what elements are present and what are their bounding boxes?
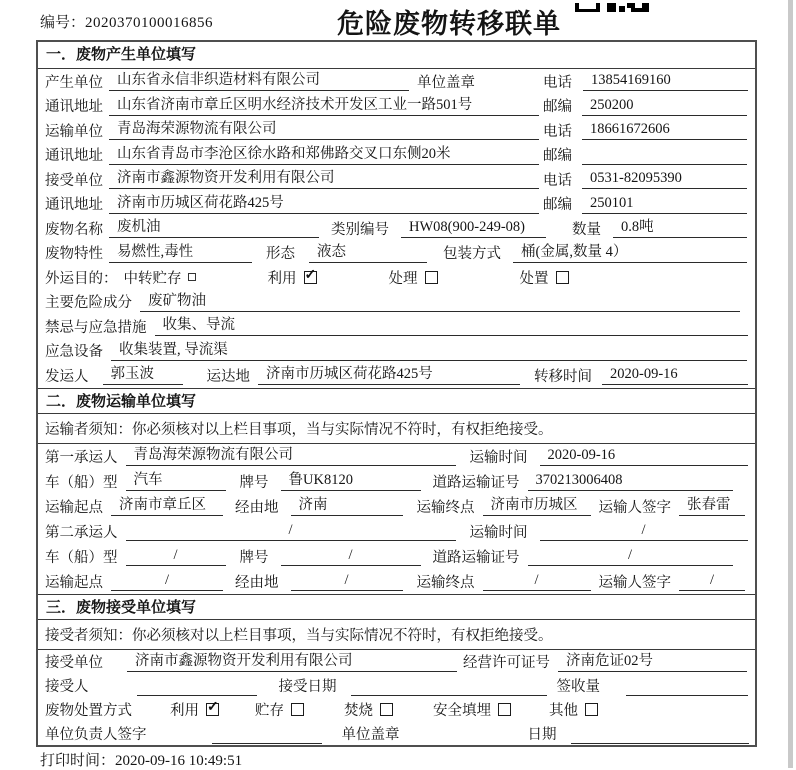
- unchecked-checkbox: [188, 273, 196, 281]
- checkbox-option: [268, 267, 317, 288]
- doc-number-value: 2020370100016856: [85, 15, 214, 31]
- field-label: 数量: [572, 221, 601, 238]
- field-label: 接受人: [45, 679, 89, 695]
- form-row: [38, 519, 755, 544]
- field-label: 邮编: [543, 99, 572, 116]
- field-value: /: [126, 521, 456, 541]
- field-value: 青岛海荣源物流有限公司: [109, 120, 539, 140]
- form-row: [38, 414, 755, 444]
- checkbox-label: 利用: [170, 703, 199, 719]
- checked-checkbox: [304, 271, 317, 284]
- section-header: 一．废物产生单位填写: [38, 42, 755, 69]
- checkbox-option: [389, 267, 438, 288]
- field-value: 山东省青岛市李沧区徐水路和郑佛路交叉口东侧20米: [109, 145, 539, 165]
- checkbox-label: 贮存: [255, 703, 284, 719]
- field-value: 济南市鑫源物资开发利用有限公司: [109, 169, 539, 189]
- unchecked-checkbox: [425, 271, 438, 284]
- field-value: 济南危证02号: [558, 652, 747, 672]
- field-label: 通讯地址: [45, 197, 103, 214]
- field-value: [351, 676, 547, 696]
- field-value: 济南市历城区荷花路425号: [258, 365, 520, 385]
- checkbox-label: 其他: [549, 703, 578, 719]
- field-value: 13854169160: [583, 71, 748, 91]
- field-label: 接受单位: [45, 655, 103, 671]
- field-label: 运输时间: [469, 524, 528, 541]
- field-label: 电话: [543, 172, 572, 189]
- field-label: 运输起点: [45, 499, 103, 516]
- field-value: 汽车: [126, 471, 226, 491]
- checkbox-option: [170, 699, 219, 720]
- field-label: 类别编号: [331, 221, 389, 238]
- field-label: 电话: [543, 123, 572, 140]
- field-label: 单位盖章: [341, 727, 400, 743]
- checkbox-label: 中转贮存: [123, 270, 182, 287]
- checkbox-option: [520, 267, 569, 288]
- form-row: [38, 143, 755, 168]
- field-label: 接受日期: [278, 679, 337, 695]
- checkbox-label: 焚烧: [344, 703, 373, 719]
- qr-code-fragment-icon: [575, 0, 649, 10]
- form-row: [38, 69, 755, 94]
- field-label: 接受单位: [45, 172, 103, 189]
- field-label: 运输人签字: [598, 574, 671, 591]
- field-value: 张春雷: [679, 496, 745, 516]
- unchecked-checkbox: [380, 703, 393, 716]
- field-value: /: [679, 571, 745, 591]
- checked-checkbox: [206, 703, 219, 716]
- field-value: 山东省济南市章丘区明水经济技术开发区工业一路501号: [109, 96, 539, 116]
- field-label: 运输人签字: [598, 499, 671, 516]
- field-label: 运输时间: [469, 449, 528, 466]
- field-value: 0.8吨: [613, 218, 747, 238]
- field-label: 牌号: [239, 474, 269, 491]
- field-label: 发运人: [45, 368, 89, 385]
- field-label: 外运目的：: [45, 270, 118, 287]
- field-label: 单位负责人签字: [45, 727, 147, 743]
- field-value: 济南市历城区: [483, 496, 591, 516]
- form-row: [38, 444, 755, 469]
- field-value: 青岛海荣源物流有限公司: [126, 446, 456, 466]
- field-value: [626, 676, 748, 696]
- checkbox-option: [549, 699, 598, 720]
- field-label: 转移时间: [534, 368, 592, 385]
- form-row: [38, 314, 755, 339]
- field-label: 车（船）型: [45, 549, 118, 566]
- form-row: [38, 363, 755, 388]
- form-row: [38, 118, 755, 143]
- field-label: 主要危险成分: [45, 295, 132, 312]
- form-row: [38, 569, 755, 594]
- scrollbar-track[interactable]: [788, 0, 793, 768]
- field-label: 运输单位: [45, 123, 103, 140]
- field-label: 签收量: [556, 679, 600, 695]
- field-label: 运输起点: [45, 574, 103, 591]
- field-label: 通讯地址: [45, 99, 103, 116]
- field-value: 250101: [582, 194, 747, 214]
- doc-number-label: 编号：: [40, 15, 86, 31]
- field-label: 单位盖章: [417, 74, 475, 91]
- checkbox-label: 安全填埋: [433, 703, 491, 719]
- field-label: 废物处置方式: [45, 703, 132, 719]
- field-value: /: [291, 571, 403, 591]
- field-label: 牌号: [239, 549, 269, 566]
- print-time-label: 打印时间：: [40, 753, 116, 769]
- field-label: 邮编: [543, 148, 572, 165]
- field-value: 济南: [291, 496, 403, 516]
- form-row: [38, 167, 755, 192]
- form-row: [38, 544, 755, 569]
- page-title: 危险废物转移联单: [337, 9, 561, 39]
- notice-text: 接受者须知：你必须核对以上栏目事项，当与实际情况不符时，有权拒绝接受。: [45, 627, 553, 644]
- field-value: 鲁UK8120: [281, 471, 421, 491]
- print-time: [40, 749, 242, 770]
- field-value: /: [126, 546, 226, 566]
- field-value: [571, 724, 749, 744]
- field-label: 电话: [543, 74, 572, 91]
- field-value: /: [483, 571, 591, 591]
- checkbox-option: [344, 699, 393, 720]
- field-label: 废物特性: [45, 246, 103, 263]
- unchecked-checkbox: [585, 703, 598, 716]
- form-row: [38, 469, 755, 494]
- field-value: 18661672606: [582, 120, 747, 140]
- field-value: [212, 724, 322, 744]
- print-time-value: 2020-09-16 10:49:51: [115, 753, 243, 769]
- form-row: [38, 265, 755, 290]
- section-header: 三．废物接受单位填写: [38, 594, 755, 620]
- field-value: [137, 676, 257, 696]
- section-2: [38, 388, 755, 594]
- unchecked-checkbox: [291, 703, 304, 716]
- checkbox-option: [255, 699, 304, 720]
- field-label: 经由地: [235, 574, 279, 591]
- form-row: [38, 339, 755, 364]
- field-label: 运输终点: [416, 574, 475, 591]
- form-row: [38, 290, 755, 315]
- section-3: [38, 594, 755, 746]
- doc-number: [40, 11, 213, 32]
- form-row: [38, 94, 755, 119]
- field-value: 250200: [582, 96, 747, 116]
- form-row: [38, 674, 755, 698]
- field-label: 通讯地址: [45, 148, 103, 165]
- field-label: 产生单位: [45, 74, 103, 91]
- field-value: 液态: [309, 243, 427, 263]
- section-header: 二．废物运输单位填写: [38, 388, 755, 414]
- unchecked-checkbox: [498, 703, 511, 716]
- field-label: 禁忌与应急措施: [45, 319, 147, 336]
- field-value: 2020-09-16: [540, 446, 748, 466]
- field-label: 道路运输证号: [432, 474, 520, 491]
- form-row: [38, 494, 755, 519]
- section-1: [38, 42, 755, 388]
- field-value: /: [528, 546, 733, 566]
- field-label: 车（船）型: [45, 474, 118, 491]
- unchecked-checkbox: [556, 271, 569, 284]
- field-label: 应急设备: [45, 344, 103, 361]
- field-value: 济南市鑫源物资开发利用有限公司: [127, 652, 457, 672]
- field-label: 第二承运人: [45, 524, 118, 541]
- field-label: 日期: [527, 727, 557, 743]
- field-value: 0531-82095390: [582, 169, 747, 189]
- field-label: 废物名称: [45, 221, 103, 238]
- checkbox-label: 处理: [388, 270, 418, 287]
- field-label: 邮编: [543, 197, 572, 214]
- form-row: [38, 650, 755, 674]
- field-value: 桶(金属,数量 4）: [513, 243, 747, 263]
- notice-text: 运输者须知：你必须核对以上栏目事项，当与实际情况不符时，有权拒绝接受。: [45, 421, 553, 438]
- field-value: 收集、导流: [155, 316, 748, 336]
- field-value: /: [111, 571, 223, 591]
- field-label: 形态: [266, 246, 295, 263]
- field-label: 道路运输证号: [432, 549, 520, 566]
- field-label: 包装方式: [443, 246, 501, 263]
- field-label: 第一承运人: [45, 449, 118, 466]
- field-label: 经营许可证号: [463, 655, 550, 671]
- manifest-form-table: [36, 40, 757, 747]
- checkbox-option: [124, 267, 196, 288]
- field-label: 运输终点: [416, 499, 475, 516]
- field-value: HW08(900-249-08): [401, 218, 546, 238]
- form-row: [38, 216, 755, 241]
- form-row: [38, 192, 755, 217]
- checkbox-option: [433, 699, 511, 720]
- field-value: 郭玉波: [103, 365, 183, 385]
- form-row: [38, 698, 755, 722]
- field-value: 2020-09-16: [602, 365, 748, 385]
- field-value: 废机油: [109, 218, 319, 238]
- field-value: 济南市历城区荷花路425号: [109, 194, 539, 214]
- form-row: [38, 620, 755, 650]
- checkbox-label: 利用: [267, 270, 297, 287]
- field-label: 运达地: [206, 368, 250, 385]
- form-row: [38, 722, 755, 746]
- field-value: 济南市章丘区: [111, 496, 223, 516]
- checkbox-label: 处置: [519, 270, 549, 287]
- field-value: /: [281, 546, 421, 566]
- field-value: 山东省永信非织造材料有限公司: [109, 71, 409, 91]
- field-value: 收集装置, 导流渠: [111, 341, 747, 361]
- field-value: 废矿物油: [140, 292, 740, 312]
- field-value: 370213006408: [528, 471, 733, 491]
- field-value: [582, 145, 747, 165]
- field-value: /: [540, 521, 748, 541]
- field-label: 经由地: [235, 499, 279, 516]
- field-value: 易燃性,毒性: [109, 243, 252, 263]
- form-row: [38, 241, 755, 266]
